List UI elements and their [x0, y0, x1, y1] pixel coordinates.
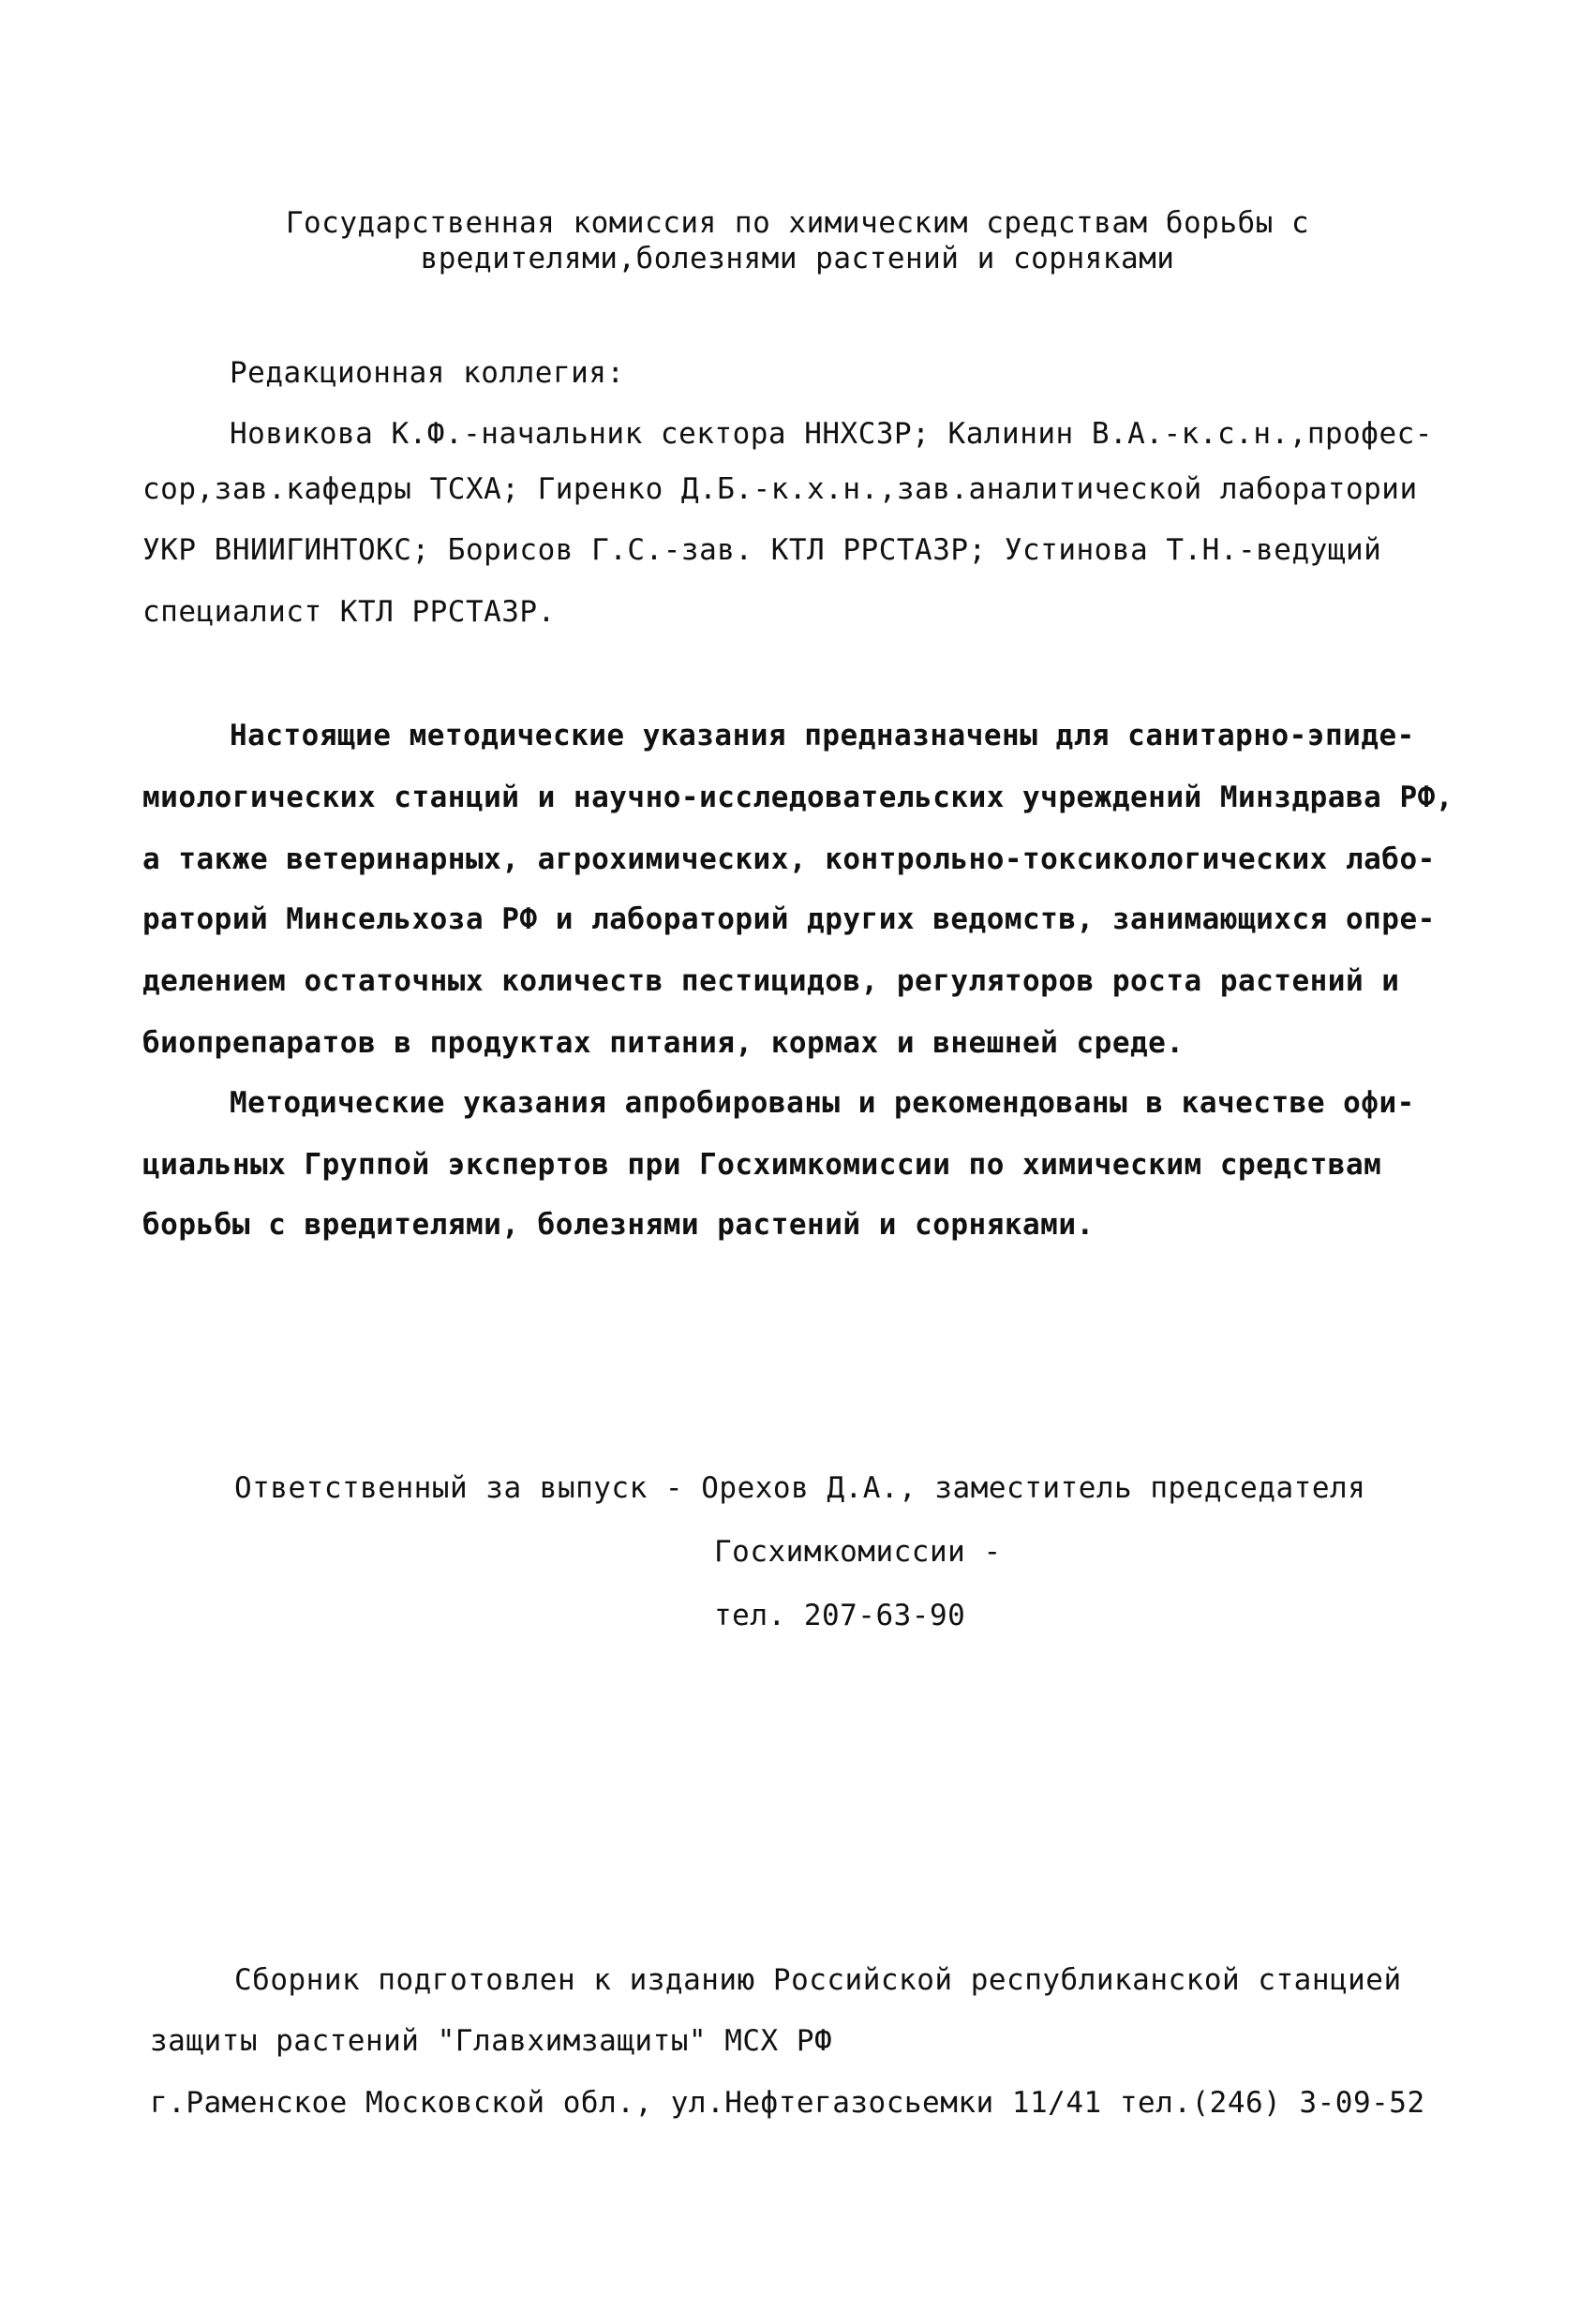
prepared-line-2: защиты растений "Главхимзащиты" МСХ РФ — [150, 2024, 833, 2058]
purpose-line-5: делением остаточных количеств пестицидов, регуляторов роста растений и — [142, 964, 1400, 998]
commission-title-line-2: вредителями,болезнями растений и сорняками — [420, 242, 1175, 276]
purpose-line-4: раторий Минсельхоза РФ и лабораторий других ведомств, занимающихся опре- — [142, 902, 1436, 936]
responsible-organization: Госхимкомиссии - — [714, 1535, 1002, 1569]
commission-title-line-1: Государственная комиссия по химическим средствам борьбы с — [285, 206, 1310, 240]
approval-line-2: циальных Группой экспертов при Госхимкомиссии по химическим средствам — [142, 1148, 1382, 1182]
purpose-line-2: миологических станций и научно-исследовательских учреждений Минздрава РФ, — [142, 781, 1453, 814]
purpose-line-6: биопрепаратов в продуктах питания, кормах и внешней среде. — [142, 1026, 1185, 1060]
prepared-address-line: г.Раменское Московской обл., ул.Нефтегазосьемки 11/41 тел.(246) 3-09-52 — [150, 2086, 1425, 2120]
purpose-line-3: а также ветеринарных, агрохимических, контрольно-токсикологических лабо- — [142, 842, 1436, 876]
editorial-board-heading: Редакционная коллегия: — [230, 356, 625, 390]
responsible-line: Ответственный за выпуск - Орехов Д.А., заместитель председателя — [234, 1471, 1366, 1505]
editorial-board-line-1: Новикова К.Ф.-начальник сектора ННХСЗР; Калинин В.А.-к.с.н.,профес- — [230, 417, 1433, 451]
editorial-board-line-4: специалист КТЛ РРСТАЗР. — [142, 595, 556, 629]
editorial-board-line-3: УКР ВНИИГИНТОКС; Борисов Г.С.-зав. КТЛ РРСТАЗР; Устинова Т.Н.-ведущий — [142, 533, 1382, 567]
prepared-line-1: Сборник подготовлен к изданию Российской республиканской станцией — [234, 1963, 1402, 1997]
responsible-phone: тел. 207-63-90 — [714, 1599, 966, 1632]
purpose-line-1: Настоящие методические указания предназначены для санитарно-эпиде- — [230, 719, 1415, 752]
editorial-board-line-2: сор,зав.кафедры ТСХА; Гиренко Д.Б.-к.х.н.,зав.аналитической лаборатории — [142, 472, 1418, 506]
approval-line-3: борьбы с вредителями, болезнями растений и сорняками. — [142, 1208, 1095, 1242]
approval-line-1: Методические указания апробированы и рекомендованы в качестве офи- — [230, 1086, 1415, 1120]
